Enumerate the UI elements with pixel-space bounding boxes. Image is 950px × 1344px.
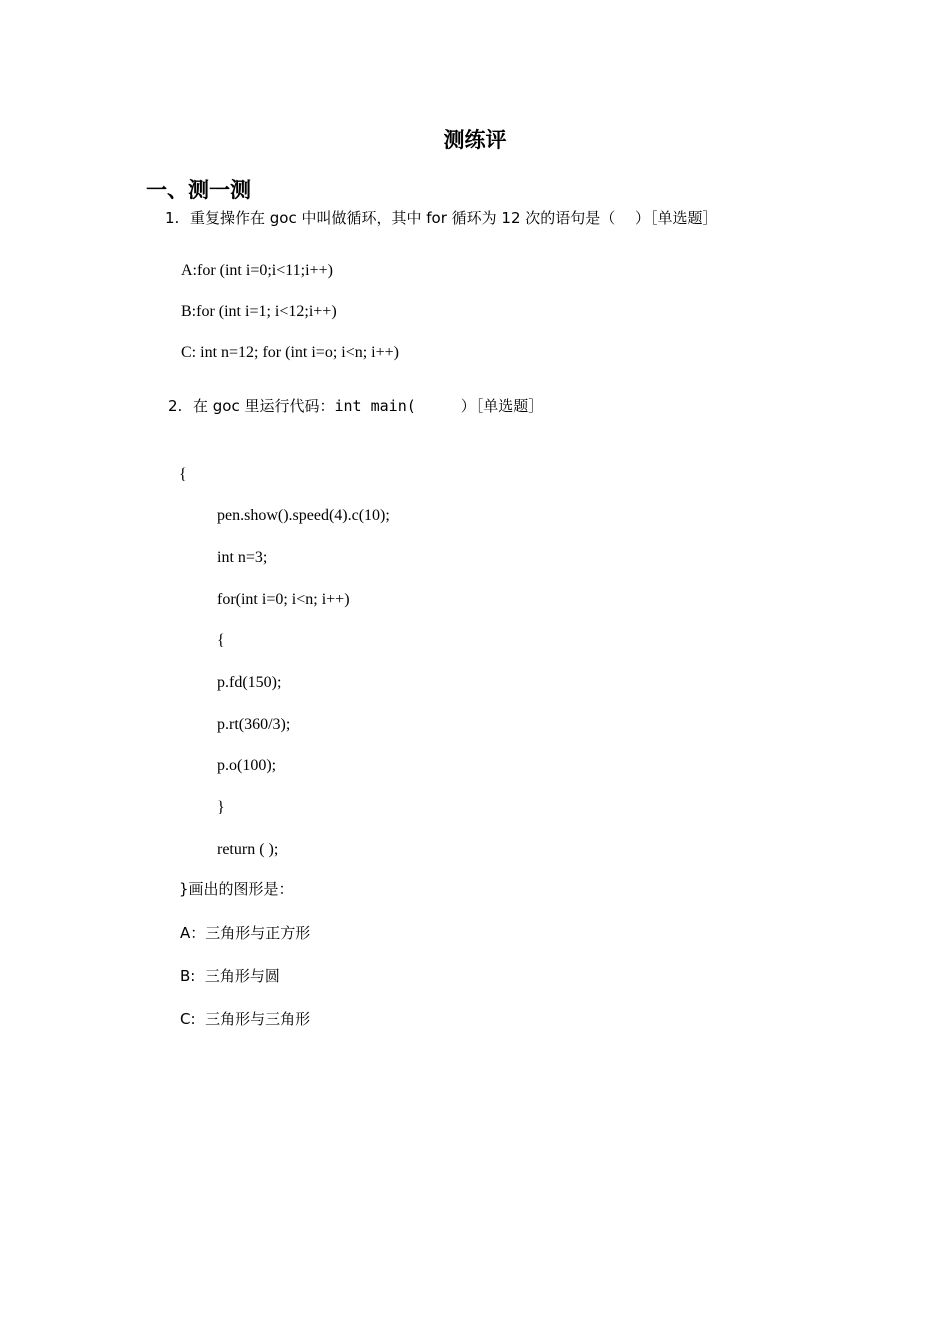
code-line: p.rt(360/3); [217,716,291,733]
question-2-option-b: B: 三角形与圆 [180,967,280,985]
code-line: for(int i=0; i<n; i++) [217,591,350,608]
code-line: p.o(100); [217,757,277,774]
page-title: 测练评 [443,128,507,152]
question-1-option-b: B:for (int i=1; i<12;i++) [181,303,337,320]
question-2-prefix: 在 goc 里运行代码： [193,397,335,415]
question-2-text [193,399,543,414]
code-line: p.fd(150); [217,674,282,691]
code-line: int n=3; [217,549,268,566]
question-2-option-c: C: 三角形与三角形 [180,1010,311,1028]
question-2-suffix: ）［单选题］ [415,397,544,415]
code-line: } [217,799,225,816]
question-1-text: 重复操作在 goc 中叫做循环，其中 for 循环为 12 次的语句是（ ）［单选题］ [190,209,718,227]
question-2-closing-prompt: }画出的图形是： [179,880,294,898]
question-2-code-inline: int main( [334,397,416,415]
question-1-option-a: A:for (int i=0;i<11;i++) [181,262,333,279]
question-1-number: 1. [165,209,180,227]
code-line: { [179,466,187,483]
question-2-option-a: A：三角形与正方形 [180,924,311,942]
code-line: return ( ); [217,841,279,858]
section-heading: 一、测一测 [146,178,251,202]
code-line: pen.show().speed(4).c(10); [217,507,390,524]
question-1-option-c: C: int n=12; for (int i=o; i<n; i++) [181,344,399,361]
question-2-number: 2. [168,397,183,415]
code-line: { [217,632,225,649]
